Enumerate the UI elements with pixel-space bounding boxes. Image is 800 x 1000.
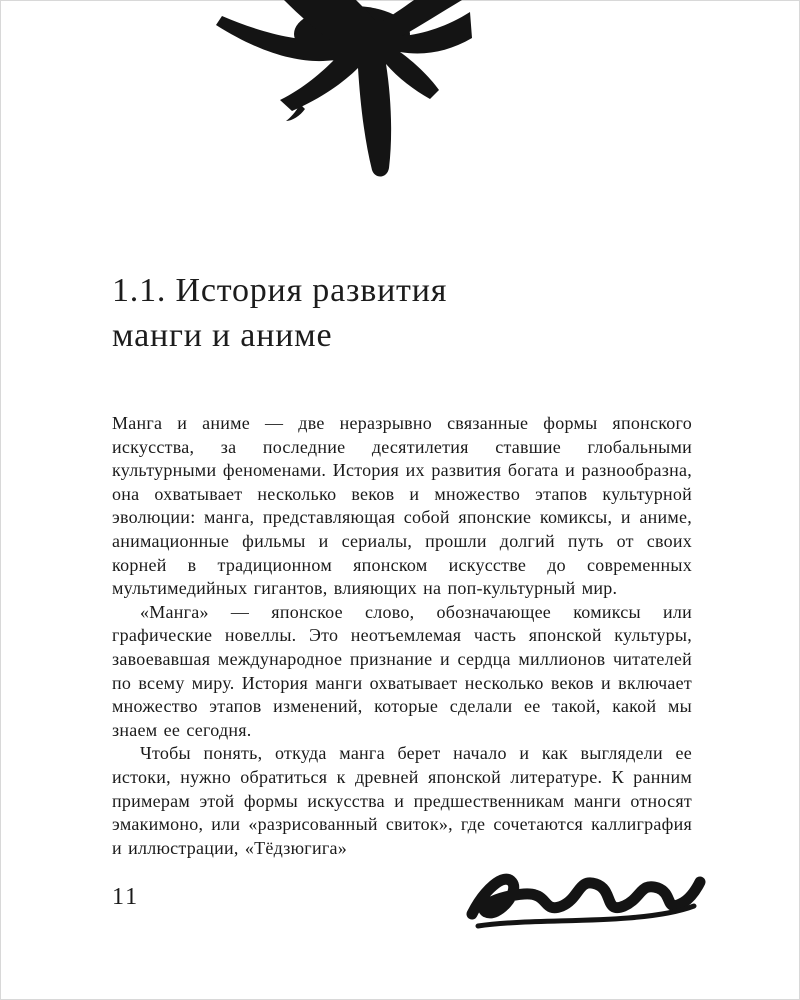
paragraph-1: Манга и аниме — две неразрывно связанные формы японского искусства, за последние десятилетия ставшие глобальными культурными феноменами. История их развития богата и разнообразна, она охватывает несколько веков и множество этапов культурной эволюции: манга, представляющая собой японские комиксы, и аниме, анимационные фильмы и сериалы, прошли долгий путь от своих корней в традиционном японском искусстве до современных мультимедийных гигантов, влияющих на поп-культурный мир. — [112, 413, 692, 599]
section-heading — [112, 268, 712, 358]
paragraph-3: Чтобы понять, откуда манга берет начало и как выглядели ее истоки, нужно обратиться к древней японской литературе. К ранним примерам этой формы искусства и предшественникам манги относят эмакимоно, или «разрисованный свиток», где сочетаются каллиграфия и иллюстрации, «Тёдзюгига» — [112, 743, 692, 858]
body-text — [112, 412, 692, 860]
section-heading-line1: 1.1. История развития — [112, 272, 448, 309]
paragraph-2: «Манга» — японское слово, обозначающее комиксы или графические новеллы. Это неотъемлемая часть японской культуры, завоевавшая международное признание и сердца миллионов читателей по всему миру. История манги охватывает несколько веков и включает множество этапов изменений, которые сделали ее такой, какой мы знаем ее сегодня. — [112, 601, 692, 740]
page-number: 11 — [112, 884, 140, 910]
section-heading-line2: манги и аниме — [112, 317, 333, 354]
brush-stroke-ornament — [458, 856, 708, 941]
ink-splash-ornament — [0, 0, 800, 190]
